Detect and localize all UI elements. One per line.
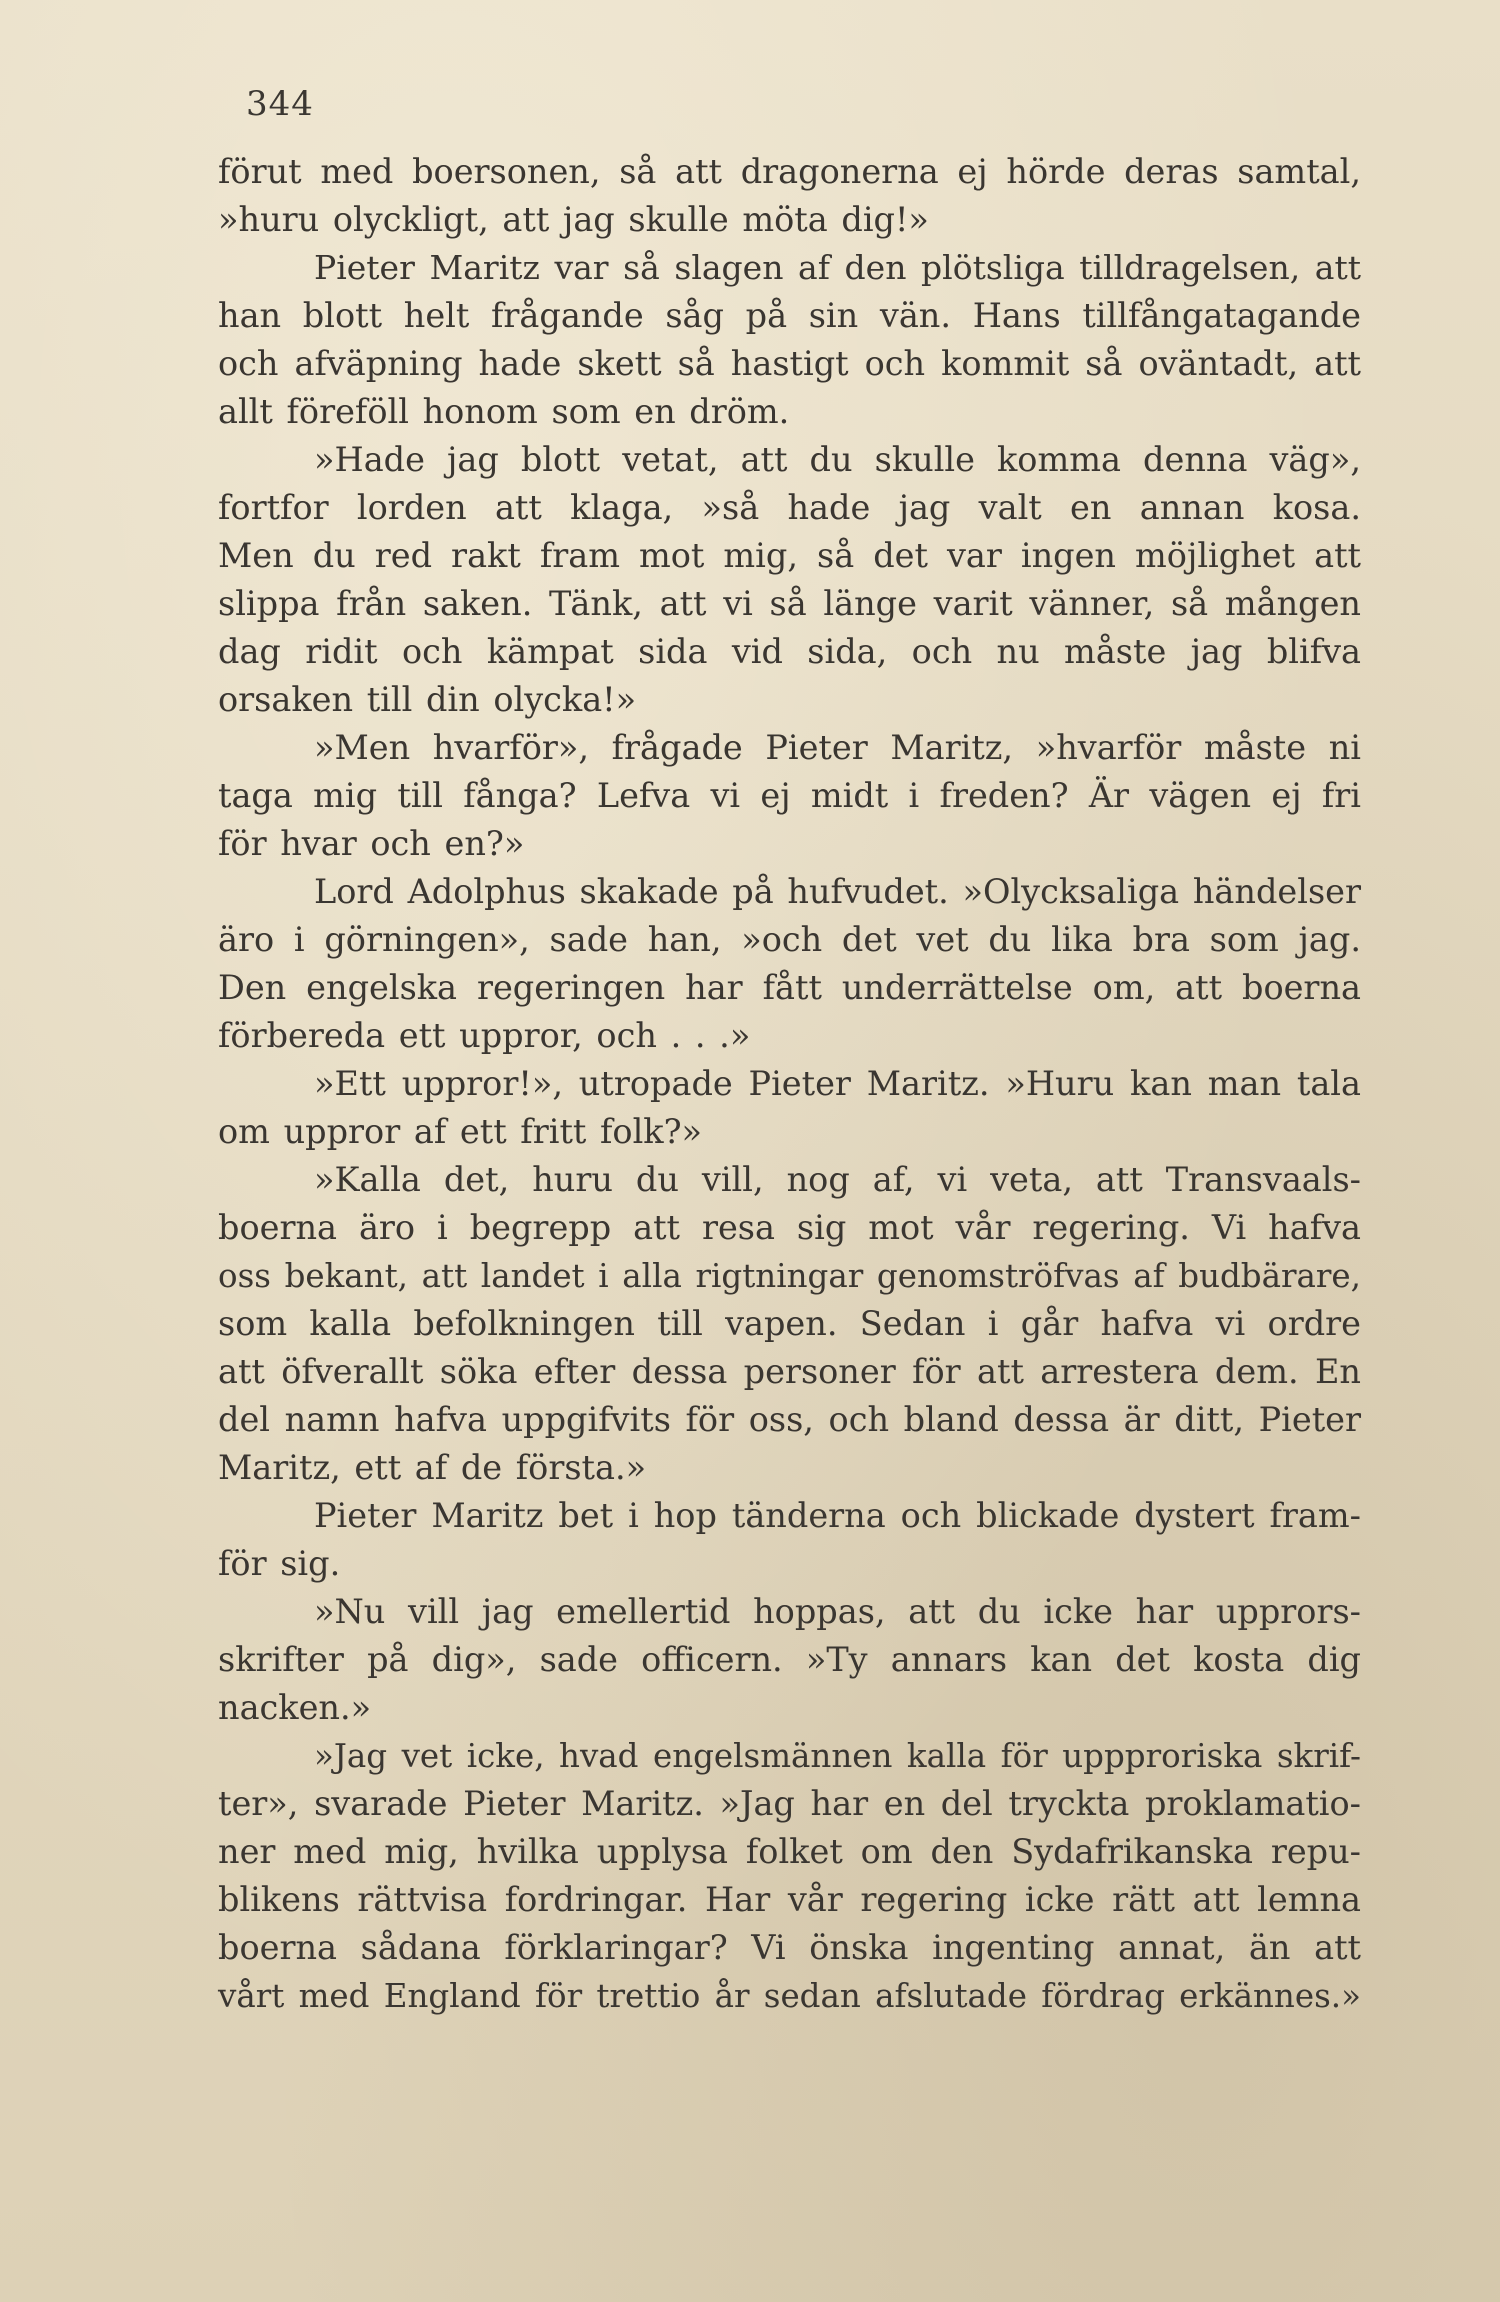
text-line: Maritz, ett af de första.» (218, 1448, 647, 1487)
text-line: Lord Adolphus skakade på hufvudet. »Olycksaliga händelser (314, 872, 1361, 911)
text-line: dag ridit och kämpat sida vid sida, och nu måste jag blifva (218, 632, 1361, 671)
text-line: Pieter Maritz bet i hop tänderna och blickade dystert fram- (314, 1496, 1361, 1535)
text-line: oss bekant, att landet i alla rigtningar genomströfvas af budbärare, (218, 1257, 1361, 1295)
text-line: och afväpning hade skett så hastigt och kommit så oväntadt, att (218, 344, 1361, 383)
text-line: för sig. (218, 1544, 341, 1583)
text-line: äro i görningen», sade han, »och det vet du lika bra som jag. (218, 920, 1361, 959)
text-line: blikens rättvisa fordringar. Har vår regering icke rätt att lemna (218, 1880, 1361, 1919)
text-line: om uppror af ett fritt folk?» (218, 1112, 703, 1151)
text-line: skrifter på dig», sade officern. »Ty annars kan det kosta dig (218, 1640, 1361, 1679)
text-line: slippa från saken. Tänk, att vi så länge varit vänner, så mången (218, 584, 1361, 623)
text-line: nacken.» (218, 1688, 372, 1727)
text-line: boerna äro i begrepp att resa sig mot vår regering. Vi hafva (218, 1208, 1361, 1247)
text-line: allt föreföll honom som en dröm. (218, 392, 790, 431)
text-line: »Nu vill jag emellertid hoppas, att du icke har upprors- (314, 1592, 1361, 1631)
text-line: »Hade jag blott vetat, att du skulle komma denna väg», (314, 440, 1361, 479)
text-line: »Jag vet icke, hvad engelsmännen kalla för uppproriska skrif- (314, 1737, 1361, 1775)
text-line: fortfor lorden att klaga, »så hade jag valt en annan kosa. (218, 488, 1361, 527)
text-line: boerna sådana förklaringar? Vi önska ingenting annat, än att (218, 1928, 1361, 1967)
text-line: taga mig till fånga? Lefva vi ej midt i freden? Är vägen ej fri (218, 776, 1361, 815)
text-line: förbereda ett uppror, och . . .» (218, 1016, 751, 1055)
body-text (218, 148, 1361, 2020)
text-line: vårt med England för trettio år sedan afslutade fördrag erkännes.» (218, 1977, 1361, 2015)
text-line: ter», svarade Pieter Maritz. »Jag har en del tryckta proklamatio- (218, 1784, 1361, 1823)
text-line: orsaken till din olycka!» (218, 680, 637, 719)
text-line: »Ett uppror!», utropade Pieter Maritz. »Huru kan man tala (314, 1064, 1361, 1103)
text-line: ner med mig, hvilka upplysa folket om den Sydafrikanska repu- (218, 1832, 1361, 1871)
text-line: »Kalla det, huru du vill, nog af, vi veta, att Transvaals- (314, 1160, 1361, 1199)
text-line: som kalla befolkningen till vapen. Sedan i går hafva vi ordre (218, 1304, 1361, 1343)
text-line: Pieter Maritz var så slagen af den plötsliga tilldragelsen, att (314, 248, 1361, 287)
text-line: »Men hvarför», frågade Pieter Maritz, »hvarför måste ni (314, 728, 1361, 767)
text-line: för hvar och en?» (218, 824, 525, 863)
text-line: Men du red rakt fram mot mig, så det var ingen möjlighet att (218, 536, 1361, 575)
text-line: förut med boersonen, så att dragonerna ej hörde deras samtal, (218, 152, 1361, 191)
text-line: del namn hafva uppgifvits för oss, och bland dessa är ditt, Pieter (218, 1400, 1361, 1439)
text-line: Den engelska regeringen har fått underrättelse om, att boerna (218, 968, 1361, 1007)
page-number: 344 (246, 84, 314, 124)
text-line: »huru olyckligt, att jag skulle möta dig!» (218, 200, 929, 239)
text-line: att öfverallt söka efter dessa personer för att arrestera dem. En (218, 1352, 1361, 1391)
text-line: han blott helt frågande såg på sin vän. Hans tillfångatagande (218, 296, 1361, 335)
